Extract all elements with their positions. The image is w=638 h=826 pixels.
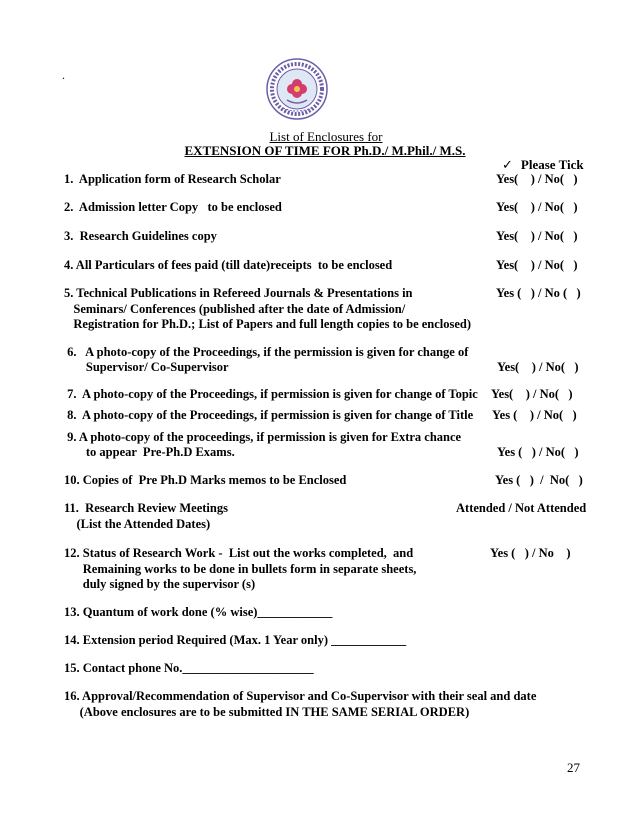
yes-no-option: Yes ( ) / No( ) (492, 408, 577, 422)
item-text-line: 4. All Particulars of fees paid (till date)receipts to be enclosed (64, 258, 393, 272)
item-text-line: 16. Approval/Recommendation of Supervisor and Co-Supervisor with their seal and date (64, 689, 537, 703)
item-text-line: 13. Quantum of work done (% wise)____________ (64, 605, 333, 619)
please-tick-label: ✓ Please Tick (502, 157, 584, 173)
item-text-line: Remaining works to be done in bullets form in separate sheets, (64, 562, 417, 576)
yes-no-option: Yes ( ) / No( ) (497, 445, 579, 459)
item-text-line: 11. Research Review Meetings (64, 501, 228, 515)
item-text-line: 1. Application form of Research Scholar (64, 172, 281, 186)
item-text-line: 12. Status of Research Work - List out the works completed, and (64, 546, 414, 560)
item-text-line: 2. Admission letter Copy to be enclosed (64, 200, 282, 214)
item-text-line: 8. A photo-copy of the Proceedings, if permission is given for change of Title (64, 408, 474, 422)
checkmark-icon: ✓ (502, 158, 513, 173)
item-text-line: Supervisor/ Co-Supervisor (64, 360, 229, 374)
yes-no-option: Yes ( ) / No ) (490, 546, 571, 560)
item-text-line: (Above enclosures are to be submitted IN THE SAME SERIAL ORDER) (64, 705, 470, 719)
yes-no-option: Yes( ) / No( ) (496, 258, 578, 272)
university-seal-logo (266, 58, 328, 120)
item-text-line: Seminars/ Conferences (published after the date of Admission/ (64, 302, 406, 316)
stray-dot: . (62, 68, 65, 82)
item-text-line: 3. Research Guidelines copy (64, 229, 217, 243)
item-text-line: 10. Copies of Pre Ph.D Marks memos to be Enclosed (64, 473, 347, 487)
item-text-line: 14. Extension period Required (Max. 1 Year only) ____________ (64, 633, 407, 647)
yes-no-option: Yes( ) / No( ) (497, 360, 579, 374)
yes-no-option: Attended / Not Attended (456, 501, 587, 515)
item-text-line: (List the Attended Dates) (64, 517, 211, 531)
page-number: 27 (567, 760, 580, 775)
yes-no-option: Yes( ) / No( ) (496, 200, 578, 214)
yes-no-option: Yes ( ) / No ( ) (496, 286, 581, 300)
enclosures-heading: List of Enclosures for (269, 129, 383, 144)
yes-no-option: Yes( ) / No( ) (496, 172, 578, 186)
extension-title: EXTENSION OF TIME FOR Ph.D./ M.Phil./ M.S. (184, 143, 466, 158)
item-text-line: duly signed by the supervisor (s) (64, 577, 256, 591)
yes-no-option: Yes( ) / No( ) (496, 229, 578, 243)
item-text-line: to appear Pre-Ph.D Exams. (64, 445, 235, 459)
item-text-line: 15. Contact phone No._____________________ (64, 661, 314, 675)
item-text-line: 6. A photo-copy of the Proceedings, if the permission is given for change of (64, 345, 469, 359)
yes-no-option: Yes ( ) / No( ) (495, 473, 583, 487)
item-text-line: 5. Technical Publications in Refereed Journals & Presentations in (64, 286, 413, 300)
item-text-line: 7. A photo-copy of the Proceedings, if permission is given for change of Topic (64, 387, 478, 401)
item-text-line: 9. A photo-copy of the proceedings, if permission is given for Extra chance (64, 430, 462, 444)
item-text-line: Registration for Ph.D.; List of Papers and full length copies to be enclosed) (64, 317, 472, 331)
yes-no-option: Yes( ) / No( ) (491, 387, 573, 401)
